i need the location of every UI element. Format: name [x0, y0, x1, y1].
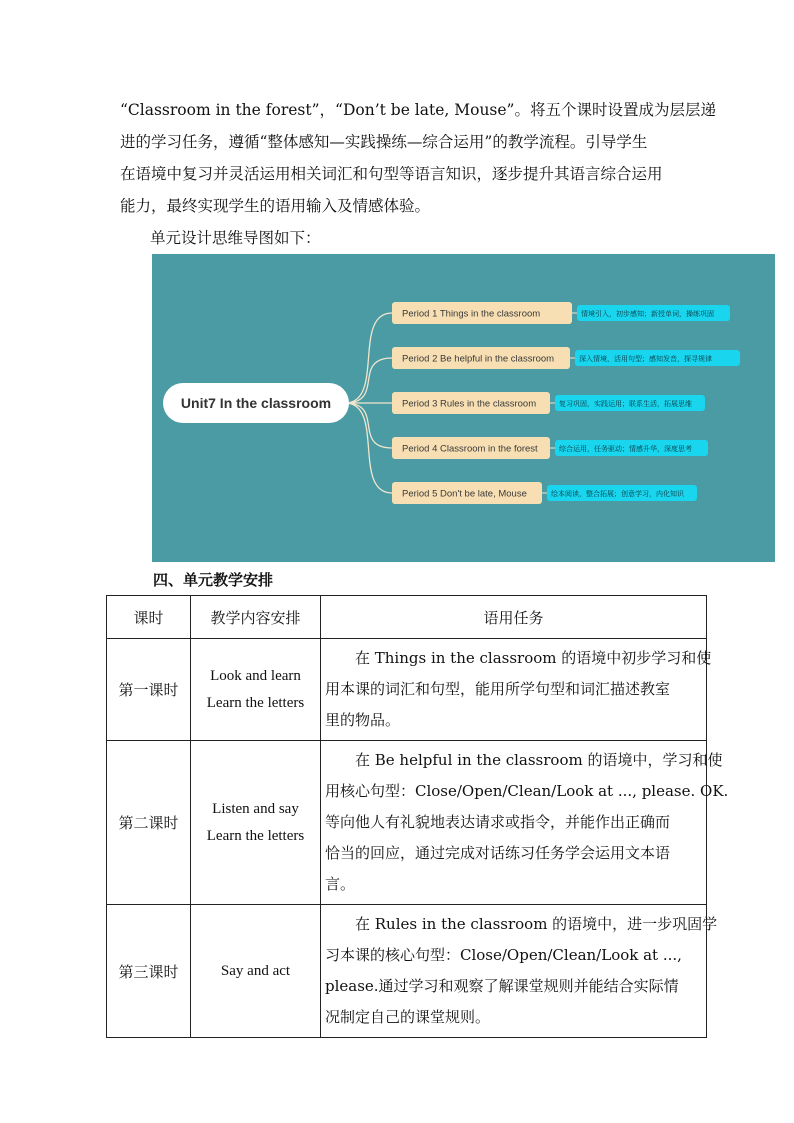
period-cell: 第三课时: [107, 905, 191, 1038]
header-task: 语用任务: [321, 596, 707, 639]
content-line: Look and learn: [210, 667, 301, 684]
task-line: 在 Things in the classroom 的语境中初步学习和使: [355, 649, 712, 667]
period-cell: 第二课时: [107, 741, 191, 905]
section-heading: 四、单元教学安排: [153, 571, 274, 589]
task-line: 况制定自己的课堂规则。: [325, 1008, 491, 1026]
task-line: 在 Rules in the classroom 的语境中，进一步巩固学: [355, 915, 718, 933]
period-node-label: Period 5 Don't be late, Mouse: [402, 488, 527, 500]
task-line: 在 Be helpful in the classroom 的语境中，学习和使: [355, 751, 723, 769]
period-note-label: 绘本阅读，整合拓展；创意学习，内化知识: [551, 490, 684, 498]
period-note-label: 综合运用，任务驱动；情感升华，深度思考: [559, 445, 692, 453]
content-line: Say and act: [220, 962, 291, 979]
intro-line: 能力，最终实现学生的语用输入及情感体验。: [120, 197, 431, 215]
task-line: 恰当的回应，通过完成对话练习任务学会运用文本语: [325, 844, 671, 862]
teaching-plan-table: [106, 595, 729, 1038]
task-cell: [321, 639, 712, 741]
content-cell: [191, 905, 321, 1038]
task-cell: [321, 741, 729, 905]
header-content: 教学内容安排: [191, 596, 321, 639]
root-node-label: Unit7 In the classroom: [180, 395, 332, 411]
table-header-row: [107, 596, 707, 639]
intro-line: “Classroom in the forest”，“Don’t be late, Mouse”。将五个课时设置成为层层递: [120, 101, 716, 119]
header-period: 课时: [107, 596, 191, 639]
period-note-label: 复习巩固，实践运用；联系生活，拓展思维: [559, 400, 692, 408]
content-line: Listen and say: [212, 800, 299, 817]
task-line: 里的物品。: [325, 711, 401, 729]
content-line: Learn the letters: [206, 827, 305, 844]
intro-paragraph: [120, 94, 716, 222]
task-line: please.通过学习和观察了解课堂规则并能结合实际情: [325, 977, 679, 995]
mindmap-diagram: [152, 254, 775, 562]
period-note-label: 深入情境，活用句型；感知发音，探寻规律: [579, 355, 712, 363]
task-line: 用本课的词汇和句型，能用所学句型和词汇描述教室: [325, 680, 671, 698]
period-cell: 第一课时: [107, 639, 191, 741]
task-line: 等向他人有礼貌地表达请求或指令，并能作出正确而: [325, 813, 671, 831]
table-row: [107, 741, 707, 905]
period-note-label: 情境引入，初步感知；新授单词，操练巩固: [581, 310, 714, 318]
table-row: [107, 639, 707, 741]
period-node-label: Period 1 Things in the classroom: [402, 308, 541, 320]
task-cell: [321, 905, 718, 1038]
period-node-label: Period 2 Be helpful in the classroom: [402, 353, 555, 365]
content-line: Learn the letters: [206, 694, 305, 711]
period-node-label: Period 4 Classroom in the forest: [402, 443, 538, 455]
task-line: 习本课的核心句型：Close/Open/Clean/Look at ...,: [325, 946, 682, 964]
content-cell: [191, 741, 321, 905]
intro-line: 在语境中复习并灵活运用相关词汇和句型等语言知识，逐步提升其语言综合运用: [120, 165, 663, 183]
intro-line: 进的学习任务，遵循“整体感知—实践操练—综合运用”的教学流程。引导学生: [120, 133, 648, 151]
content-cell: [191, 639, 321, 741]
table-row: [107, 905, 707, 1038]
mindmap-caption: 单元设计思维导图如下：: [150, 229, 321, 247]
task-line: 言。: [325, 875, 356, 893]
period-node-label: Period 3 Rules in the classroom: [402, 398, 537, 410]
task-line: 用核心句型：Close/Open/Clean/Look at ..., please. OK.: [325, 782, 729, 800]
